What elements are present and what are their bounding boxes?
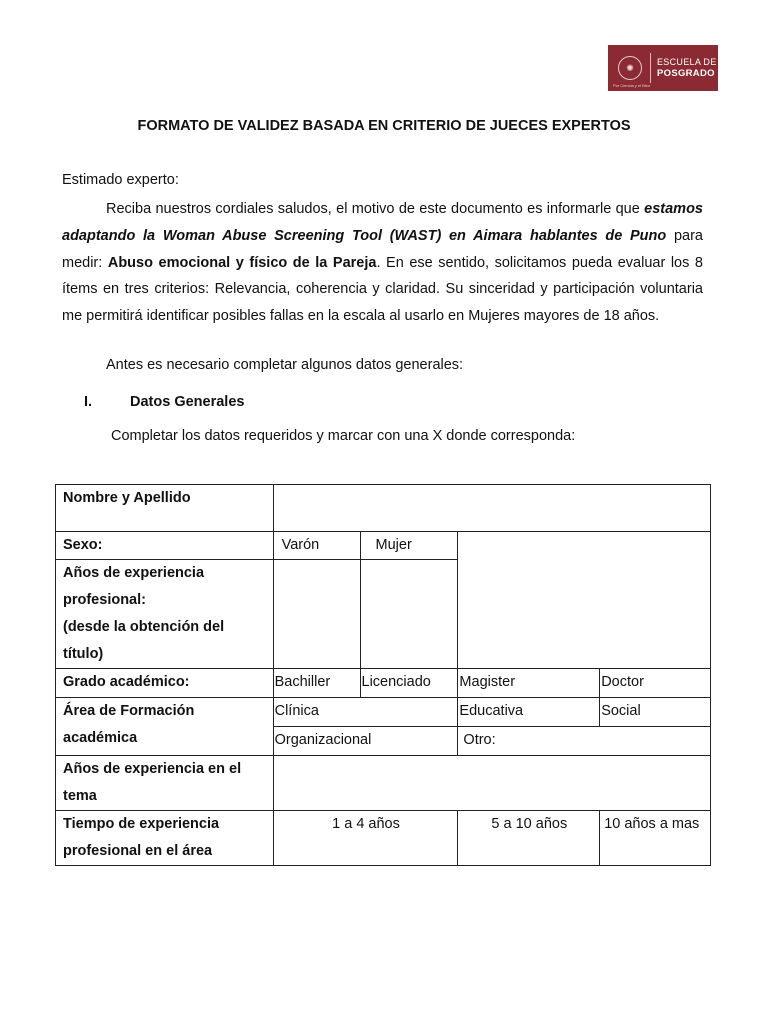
option-10-mas-anos[interactable]: 10 años a mas [600,811,711,866]
option-bachiller[interactable]: Bachiller [273,669,360,698]
row-sexo [56,532,711,560]
option-clinica[interactable]: Clínica [273,698,458,727]
label-area-line-2: académica [63,730,138,746]
intro-paragraph [62,196,703,330]
section-number: I. [84,394,93,410]
label-area [56,698,274,756]
label-tiempo-line-1: Tiempo de experiencia [63,816,220,832]
general-data-note: Antes es necesario completar algunos datos generales: [106,357,464,373]
general-data-table [55,484,711,866]
option-mujer[interactable]: Mujer [360,532,458,560]
label-tiempo-line-2: profesional en el área [63,843,213,859]
row-grado [56,669,711,698]
label-sexo: Sexo: [56,532,274,560]
option-social[interactable]: Social [600,698,711,727]
option-organizacional[interactable]: Organizacional [273,727,458,756]
label-anos-exp-line-1: Años de experiencia [63,565,205,581]
label-grado: Grado académico: [56,669,274,698]
greeting: Estimado experto: [62,172,179,188]
field-anos-mujer[interactable] [360,560,458,669]
row-nombre [56,485,711,532]
row-area-1 [56,698,711,727]
logo-line-2: POSGRADO [657,68,715,79]
seal-motto: Por Ciencia y el Bien [613,83,651,88]
field-nombre[interactable] [273,485,710,532]
option-licenciado[interactable]: Licenciado [360,669,458,698]
label-tiempo [56,811,274,866]
logo-line-1: ESCUELA DE [657,57,717,67]
field-anos-varon[interactable] [273,560,360,669]
university-seal-icon: ✺ Por Ciencia y el Bien [618,56,642,80]
option-5-10-anos[interactable]: 5 a 10 años [458,811,600,866]
label-anos-tema-line-2: tema [63,788,97,804]
option-educativa[interactable]: Educativa [458,698,600,727]
label-anos-exp-line-4: título) [63,646,104,662]
label-anos-exp-line-3: (desde la obtención del [63,619,225,635]
option-magister[interactable]: Magister [458,669,600,698]
label-anos-exp-line-2: profesional: [63,592,146,608]
escuela-posgrado-logo [608,45,718,91]
row-anos-tema [56,756,711,811]
option-1-4-anos[interactable]: 1 a 4 años [273,811,458,866]
option-varon[interactable]: Varón [273,532,360,560]
instruction-text: Completar los datos requeridos y marcar con una X donde corresponda: [111,428,576,444]
section-heading [84,394,244,410]
label-area-line-1: Área de Formación [63,703,195,719]
label-anos-tema [56,756,274,811]
option-otro[interactable]: Otro: [458,727,711,756]
field-anos-tema[interactable] [273,756,710,811]
label-nombre: Nombre y Apellido [56,485,274,532]
intro-part-1: Reciba nuestros cordiales saludos, el motivo de este documento es informarle que [106,201,645,217]
intro-part-3: . En ese sentido, solicitamos pueda evaluar los 8 ítems en tres criterios: Relevancia, coherencia y claridad. Su sinceridad y participación voluntaria me permitirá identificar posibles fallas en la escala al usarlo en Mujeres mayores de 18 años. [62,254,703,325]
intro-bold: Abuso emocional y físico de la Pareja [107,254,377,271]
intro-bold-italic: estamos adaptando la Woman Abuse Screening Tool (WAST) en Aimara hablantes de Puno [62,201,703,244]
logo-text [657,57,717,79]
section-title: Datos Generales [130,394,245,410]
label-anos-experiencia [56,560,274,669]
row-tiempo [56,811,711,866]
document-title: FORMATO DE VALIDEZ BASADA EN CRITERIO DE JUECES EXPERTOS [137,118,631,134]
intro-part-2: para medir: [62,227,703,271]
logo-divider [650,53,651,83]
label-anos-tema-line-1: Años de experiencia en el [63,761,242,777]
option-doctor[interactable]: Doctor [600,669,711,698]
blank-cell [458,532,711,669]
